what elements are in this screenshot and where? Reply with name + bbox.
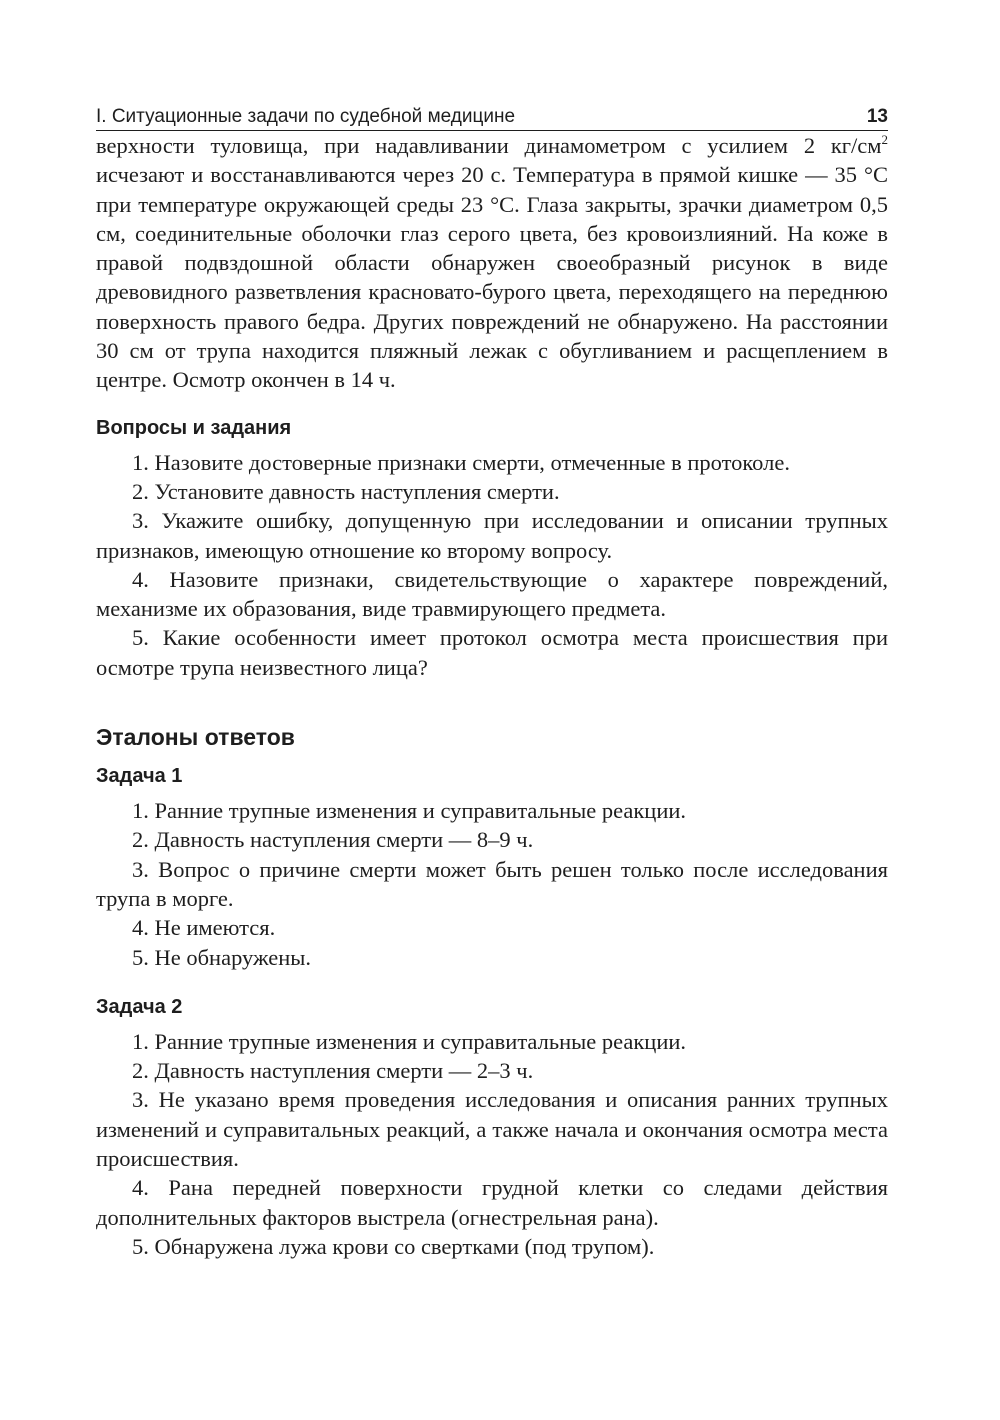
answers-heading: Эталоны ответов	[96, 724, 295, 751]
task-2-answer-3: 3. Не указано время проведения исследования и описания ранних трупных изменений и суправитальных реакций, а также начала и окончания осмотра места происшествия.	[96, 1087, 888, 1172]
task-2-answers	[96, 1027, 888, 1261]
running-header	[96, 98, 888, 131]
task-1-heading: Задача 1	[96, 765, 183, 788]
question-item-3: 3. Укажите ошибку, допущенную при исследовании и описании трупных признаков, имеющую отношение ко второму вопросу.	[96, 508, 888, 563]
task-1-answer-1: 1. Ранние трупные изменения и суправитальные реакции.	[132, 798, 687, 824]
questions-list	[96, 448, 888, 682]
question-item-4: 4. Назовите признаки, свидетельствующие о характере повреждений, механизме их образования, виде травмирующего предмета.	[96, 566, 888, 622]
questions-heading: Вопросы и задания	[96, 416, 292, 439]
continuation-text-start: верхности туловища, при надавливании динамометром с усилием 2 кг/см	[96, 133, 882, 158]
task-2-answer-4: 4. Рана передней поверхности грудной клетки со следами действия дополнительных факторов выстрела (огнестрельная рана).	[96, 1175, 888, 1230]
question-item-5: 5. Какие особенности имеет протокол осмотра места происшествия при осмотре трупа неизвестного лица?	[96, 625, 888, 680]
book-page	[96, 98, 888, 1261]
task-1-answer-4: 4. Не имеются.	[132, 915, 276, 941]
task-1-answer-2: 2. Давность наступления смерти — 8–9 ч.	[132, 827, 534, 853]
task-1-answers	[96, 796, 888, 972]
superscript-two: 2	[881, 132, 888, 147]
running-title: I. Ситуационные задачи по судебной медицине	[96, 106, 516, 127]
continuation-text-end: исчезают и восстанавливаются через 20 с. Температура в прямой кишке — 35 °С при температуре окружающей среды 23 °С. Глаза закрыты, зрачки диаметром 0,5 см, соединительные оболочки глаз серого цвета, без кровоизлияний. На коже в правой подвздошной области обнаружен своеобразный рисунок в виде древовидного разветвления красновато-бурого цвета, переходящего на переднюю поверхность правого бедра. Других повреждений не обнаружено. На расстоянии 30 см от трупа находится пляжный лежак с обугливанием и расщеплением в центре. Осмотр окончен в 14 ч.	[96, 162, 888, 393]
task-2-answer-2: 2. Давность наступления смерти — 2–3 ч.	[132, 1058, 534, 1084]
task-2-heading: Задача 2	[96, 995, 183, 1018]
question-item-1: 1. Назовите достоверные признаки смерти, отмеченные в протоколе.	[132, 449, 790, 475]
continuation-paragraph	[96, 131, 888, 395]
task-2-answer-1: 1. Ранние трупные изменения и суправитальные реакции.	[132, 1028, 687, 1054]
task-2-answer-5: 5. Обнаружена лужа крови со свертками (под трупом).	[132, 1233, 655, 1259]
question-item-2: 2. Установите давность наступления смерти.	[132, 478, 560, 504]
task-1-answer-5: 5. Не обнаружены.	[132, 944, 312, 970]
page-number: 13	[866, 106, 888, 127]
task-1-answer-3: 3. Вопрос о причине смерти может быть решен только после исследования трупа в морге.	[96, 856, 888, 911]
